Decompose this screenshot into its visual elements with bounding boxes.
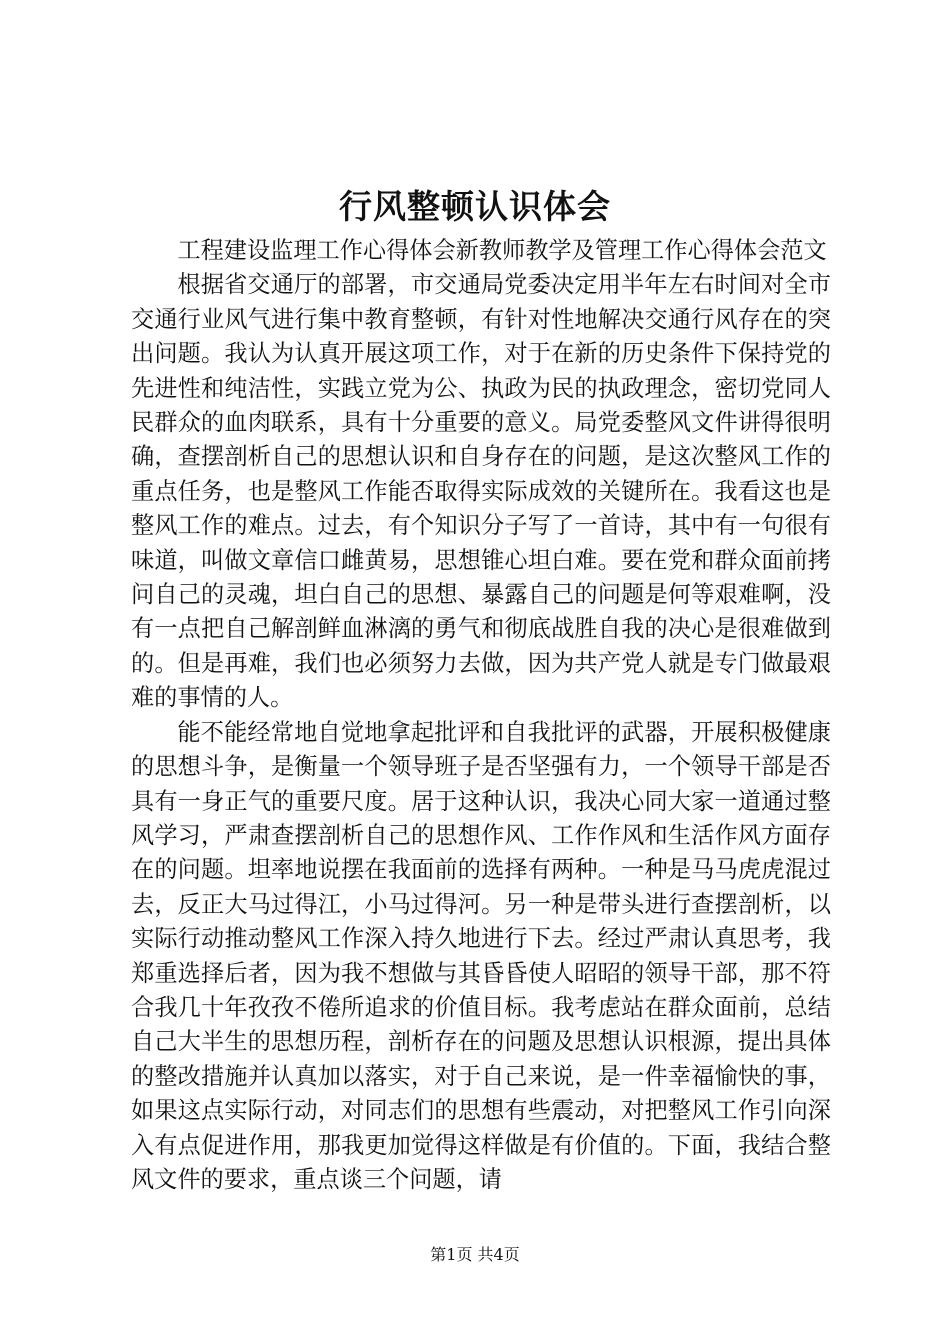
paragraph-intro: 工程建设监理工作心得体会新教师教学及管理工作心得体会范文 (177, 237, 827, 264)
document-body (131, 234, 831, 1197)
paragraph-1: 根据省交通厅的部署，市交通局党委决定用半年左右时间对全市交通行业风气进行集中教育整顿，有针对性地解决交通行风存在的突出问题。我认为认真开展这项工作，对于在新的历史条件下保持党的先进性和纯洁性，实践立党为公、执政为民的执政理念，密切党同人民群众的血肉联系，具有十分重要的意义。局党委整风文件讲得很明确，查摆剖析自己的思想认识和自身存在的问题，是这次整风工作的重点任务，也是整风工作能否取得实际成效的关键所在。我看这也是整风工作的难点。过去，有个知识分子写了一首诗，其中有一句很有味道，叫做文章信口雌黄易，思想锥心坦白难。要在党和群众面前拷问自己的灵魂，坦白自己的思想、暴露自己的问题是何等艰难啊，没有一点把自己解剖鲜血淋漓的勇气和彻底战胜自我的决心是很难做到的。但是再难，我们也必须努力去做，因为共产党人就是专门做最艰难的事情的人。 (131, 271, 831, 712)
paragraph-2: 能不能经常地自觉地拿起批评和自我批评的武器，开展积极健康的思想斗争，是衡量一个领导班子是否坚强有力，一个领导干部是否具有一身正气的重要尺度。居于这种认识，我决心同大家一道通过整风学习，严肃查摆剖析自己的思想作风、工作作风和生活作风方面存在的问题。坦率地说摆在我面前的选择有两种。一种是马马虎虎混过去，反正大马过得江，小马过得河。另一种是带头进行查摆剖析，以实际行动推动整风工作深入持久地进行下去。经过严肃认真思考，我郑重选择后者，因为我不想做与其昏昏使人昭昭的领导干部，那不符合我几十年孜孜不倦所追求的价值目标。我考虑站在群众面前，总结自己大半生的思想历程，剖析存在的问题及思想认识根源，提出具体的整改措施并认真加以落实，对于自己来说，是一件幸福愉快的事，如果这点实际行动，对同志们的思想有些震动，对把整风工作引向深入有点促进作用，那我更加觉得这样做是有价值的。下面，我结合整风文件的要求，重点谈三个问题，请 (131, 718, 831, 1193)
page-number-footer: 第1页 共4页 (430, 1245, 520, 1264)
document-title: 行风整顿认识体会 (339, 187, 611, 226)
